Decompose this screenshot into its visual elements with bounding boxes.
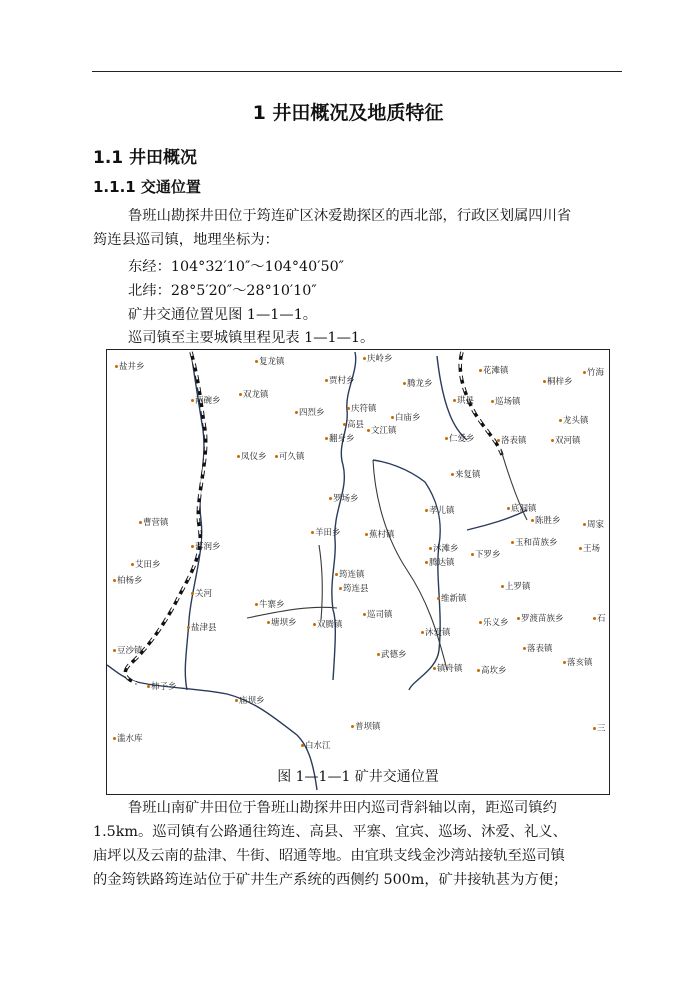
place-wude: 武德乡	[377, 648, 407, 660]
place-xiaoer: 孝儿镇	[425, 504, 455, 516]
place-silie: 四烈乡	[295, 406, 325, 418]
place-shi: 石	[593, 612, 606, 624]
place-baishuijiang: 白水江	[301, 739, 331, 751]
place-miaoba: 庙坝乡	[235, 694, 265, 706]
para2-line3: 庙坪以及云南的盐津、牛街、昭通等地。由宜珙支线金沙湾站接轨至巡司镇	[93, 848, 565, 864]
place-luobiao: 落表镇	[523, 642, 553, 654]
place-leyi: 乐义乡	[479, 616, 509, 628]
place-san: 三	[593, 722, 606, 734]
place-huatan: 花滩镇	[479, 364, 509, 376]
place-gaokan: 高坎乡	[477, 664, 507, 676]
place-puba: 普坝镇	[351, 720, 381, 732]
para2-line2: 1.5km。巡司镇有公路通往筠连、高县、平寨、宜宾、巡场、沐爱、礼义、	[93, 824, 567, 840]
place-luohai: 落亥镇	[563, 656, 593, 668]
place-liangwan: 两碗乡	[191, 394, 221, 406]
place-renai: 仁爱乡	[445, 432, 475, 444]
place-yuhe: 玉和苗族乡	[511, 536, 558, 548]
place-tongzi: 桐梓乡	[543, 375, 573, 387]
place-fulong: 复龙镇	[255, 355, 285, 367]
place-fengyi: 凤仪乡	[237, 450, 267, 462]
place-luochang: 罗场乡	[329, 492, 359, 504]
place-didong: 底洞镇	[507, 502, 537, 514]
place-boyang: 柏杨乡	[113, 574, 143, 586]
place-shizi: 柿子乡	[147, 680, 177, 692]
section-title: 1.1 井田概况	[93, 148, 198, 168]
north-latitude: 北纬：28°5′20″～28°10′10″	[128, 283, 317, 299]
place-tengda: 腾达镇	[425, 556, 455, 568]
place-longtou: 龙头镇	[559, 414, 589, 426]
para2-line4: 的金筠铁路筠连站位于矿井生产系统的西侧约 500m，矿井接轨甚为方便；	[93, 872, 568, 888]
chapter-title: 1 井田概况及地质特征	[252, 102, 444, 124]
place-luorun: 落润乡	[191, 540, 221, 552]
place-yunlian-town: 筠连镇	[335, 568, 365, 580]
place-yunlian-county: 筠连县	[339, 582, 369, 594]
place-shangluo: 上罗镇	[501, 580, 531, 592]
place-tenglong: 腾龙乡	[403, 377, 433, 389]
place-yanjing: 盐井乡	[115, 360, 145, 372]
place-muai: 沐爱镇	[421, 626, 451, 638]
place-zhenzhou: 镇舟镇	[433, 662, 463, 674]
place-xialuo: 下罗乡	[471, 548, 501, 560]
place-kejiu: 可久镇	[275, 450, 305, 462]
place-wenjiang: 文江镇	[367, 424, 397, 436]
place-yanjin-county: 盐津县	[187, 621, 217, 633]
header-rule	[92, 71, 622, 72]
figure-caption: 图 1—1—1 矿井交通位置	[277, 769, 439, 785]
place-tangba: 塘坝乡	[267, 616, 297, 628]
place-wangchang: 王场	[579, 542, 600, 554]
place-gongxian: 珙县	[453, 394, 474, 406]
map-reference: 矿井交通位置见图 1—1—1。	[128, 307, 318, 323]
place-mutan: 沐滩乡	[429, 542, 459, 554]
place-jiacun: 贾村乡	[325, 374, 355, 386]
place-baimiao: 白庙乡	[391, 411, 421, 423]
place-shuangteng: 双腾镇	[313, 618, 343, 630]
east-longitude: 东经：104°32′10″～104°40′50″	[128, 259, 345, 275]
place-aitian: 艾田乡	[131, 558, 161, 570]
place-caoying: 曹营镇	[139, 516, 169, 528]
place-gaoxian: 高县	[343, 418, 364, 430]
place-niuzhai: 牛寨乡	[255, 598, 285, 610]
place-luobiao-n: 洛表镇	[497, 434, 527, 446]
para2-line1: 鲁班山南矿井田位于鲁班山勘探井田内巡司背斜轴以南，距巡司镇约	[128, 800, 557, 816]
place-shuanghe: 双河镇	[551, 434, 581, 446]
place-jiaocun: 蕉村镇	[365, 528, 395, 540]
para1-line1: 鲁班山勘探井田位于筠连矿区沐爱勘探区的西北部，行政区划属四川省	[128, 208, 572, 224]
place-lanshuiku: 滥水库	[113, 732, 143, 744]
place-guanhe: 关河	[191, 587, 212, 599]
place-weixin: 维新镇	[437, 592, 467, 604]
subsection-title: 1.1.1 交通位置	[93, 178, 201, 196]
para1-line2: 筠连县巡司镇，地理坐标为：	[93, 232, 279, 248]
place-chensheng: 陈胜乡	[531, 514, 561, 526]
place-qingfu: 庆符镇	[347, 402, 377, 414]
place-yangtian: 羊田乡	[311, 526, 341, 538]
place-xunsi: 巡司镇	[363, 608, 393, 620]
place-xunchang: 巡场镇	[491, 395, 521, 407]
place-zhou: 周家	[583, 518, 604, 530]
traffic-location-map	[106, 349, 610, 795]
place-dousha: 豆沙镇	[113, 644, 143, 656]
place-shuanglong: 双龙镇	[239, 388, 269, 400]
place-zhuhai: 竹海	[583, 366, 604, 378]
table-reference: 巡司镇至主要城镇里程见表 1—1—1。	[128, 330, 375, 346]
place-laifu: 来复镇	[451, 468, 481, 480]
place-qingling: 庆岭乡	[363, 352, 393, 364]
place-luodu: 罗渡苗族乡	[517, 612, 564, 624]
place-fanshen: 翻身乡	[325, 432, 355, 444]
